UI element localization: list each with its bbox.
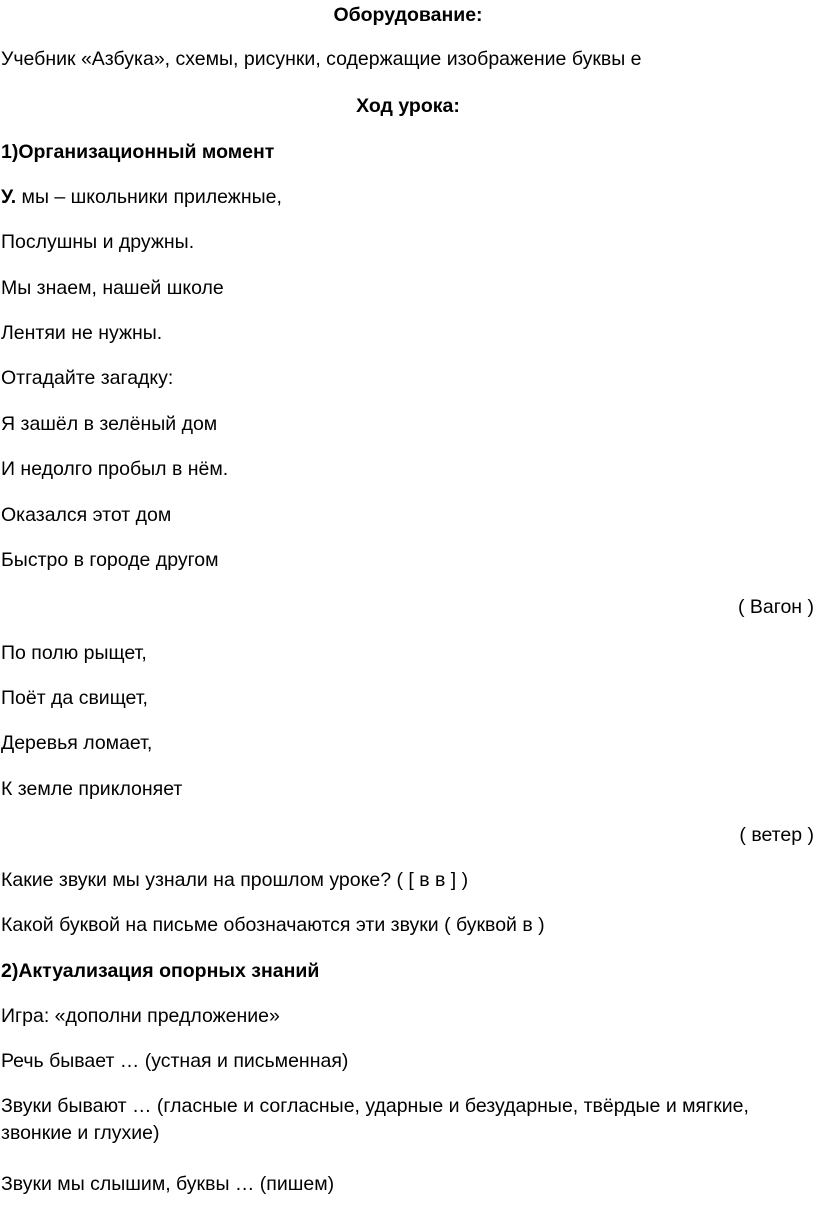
poem2-line: По полю рыщет, xyxy=(1,642,147,664)
poem1-line: И недолго пробыл в нём. xyxy=(1,458,229,480)
sounds-line: Звуки бывают … (гласные и согласные, ударные и безударные, твёрдые и мягкие, звонкие и глухие) xyxy=(1,1095,749,1144)
poem1-line: Мы знаем, нашей школе xyxy=(1,277,224,299)
teacher-line-text: мы – школьники прилежные, xyxy=(16,186,282,208)
equipment-text: Учебник «Азбука», схемы, рисунки, содержащие изображение буквы е xyxy=(1,48,642,70)
game-line: Игра: «дополни предложение» xyxy=(1,1005,280,1027)
poem2-line: К земле приклоняет xyxy=(1,778,183,800)
poem2-line: Поёт да свищет, xyxy=(1,687,148,709)
poem1-line: Лентяи не нужны. xyxy=(1,322,163,344)
poem1-line: Я зашёл в зелёный дом xyxy=(1,413,218,435)
section2-title: 2)Актуализация опорных знаний xyxy=(1,960,320,982)
poem2-line: Деревья ломает, xyxy=(1,732,153,754)
poem1-line: Отгадайте загадку: xyxy=(1,367,174,389)
teacher-label: У. xyxy=(1,186,17,208)
question-line: Какой буквой на письме обозначаются эти звуки ( буквой в ) xyxy=(1,914,545,936)
game-line: Речь бывает … (устная и письменная) xyxy=(1,1050,349,1072)
heading-lesson: Ход урока: xyxy=(356,95,460,117)
poem1-line: Быстро в городе другом xyxy=(1,549,219,571)
last-line: Звуки мы слышим, буквы … (пишем) xyxy=(1,1173,335,1195)
question-line: Какие звуки мы узнали на прошлом уроке? ( [ в в ] ) xyxy=(1,869,469,891)
section1-title: 1)Организационный момент xyxy=(1,141,275,163)
riddle2-answer: ( ветер ) xyxy=(739,824,814,846)
poem1-line: Послушны и дружны. xyxy=(1,231,195,253)
riddle1-answer: ( Вагон ) xyxy=(738,596,814,618)
teacher-line xyxy=(1,185,282,209)
heading-equipment: Оборудование: xyxy=(333,4,483,26)
poem1-line: Оказался этот дом xyxy=(1,504,172,526)
